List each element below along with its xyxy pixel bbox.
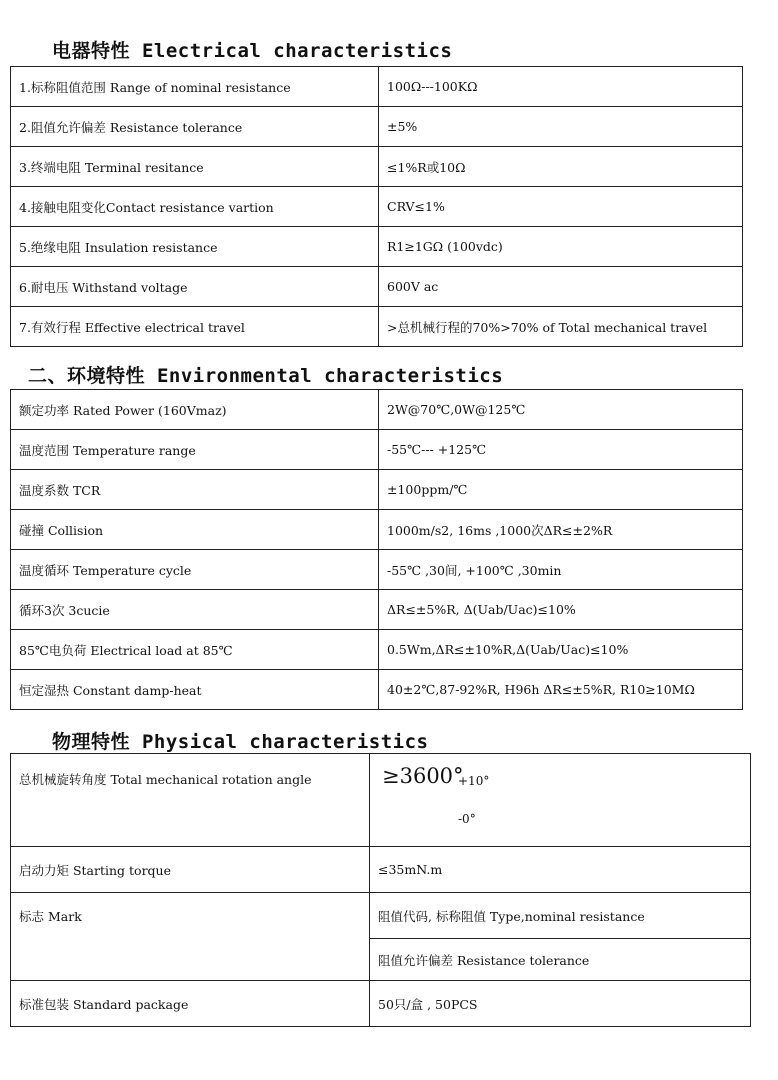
electrical-spec-label: 6.耐电压 Withstand voltage <box>11 267 379 307</box>
table-row <box>11 510 743 550</box>
electrical-spec-label: 5.绝缘电阻 Insulation resistance <box>11 227 379 267</box>
table-row <box>11 147 743 187</box>
electrical-spec-value: ≤1%R或10Ω <box>379 147 743 187</box>
table-row <box>11 847 751 893</box>
electrical-spec-label: 4.接触电阻变化Contact resistance vartion <box>11 187 379 227</box>
table-row <box>11 187 743 227</box>
environmental-table <box>10 389 743 710</box>
table-row <box>11 630 743 670</box>
table-row <box>11 107 743 147</box>
table-row <box>11 670 743 710</box>
environmental-spec-label: 温度系数 TCR <box>11 470 379 510</box>
environmental-spec-label: 温度范围 Temperature range <box>11 430 379 470</box>
table-row <box>11 470 743 510</box>
environmental-rows <box>11 390 743 710</box>
table-row <box>11 981 751 1027</box>
rotation-angle-label: 总机械旋转角度 Total mechanical rotation angle <box>11 754 370 847</box>
electrical-spec-value: ±5% <box>379 107 743 147</box>
standard-package-label: 标准包装 Standard package <box>11 981 370 1027</box>
mark-value-tolerance: 阻值允许偏差 Resistance tolerance <box>370 939 751 981</box>
starting-torque-label: 启动力矩 Starting torque <box>11 847 370 893</box>
electrical-spec-label: 3.终端电阻 Terminal resitance <box>11 147 379 187</box>
environmental-spec-label: 额定功率 Rated Power (160Vmaz) <box>11 390 379 430</box>
electrical-spec-label: 1.标称阻值范围 Range of nominal resistance <box>11 67 379 107</box>
electrical-spec-value: 600V ac <box>379 267 743 307</box>
environmental-spec-value: -55℃--- +125℃ <box>379 430 743 470</box>
electrical-spec-value: >总机械行程的70%>70% of Total mechanical travel <box>379 307 743 347</box>
mark-value-type: 阻值代码, 标称阻值 Type,nominal resistance <box>370 893 751 939</box>
environmental-spec-value: ΔR≤±5%R, Δ(Uab/Uac)≤10% <box>379 590 743 630</box>
rotation-angle-value-cell <box>370 754 751 847</box>
table-row <box>11 390 743 430</box>
electrical-table <box>10 66 743 347</box>
standard-package-value: 50只/盒 , 50PCS <box>370 981 751 1027</box>
physical-table <box>10 753 751 1027</box>
electrical-heading: 电器特性 Electrical characteristics <box>52 40 453 62</box>
rotation-angle-value: ≥3600° <box>382 764 464 788</box>
electrical-rows <box>11 67 743 347</box>
table-row <box>11 550 743 590</box>
table-row <box>11 307 743 347</box>
environmental-spec-value: 0.5Wm,ΔR≤±10%R,Δ(Uab/Uac)≤10% <box>379 630 743 670</box>
environmental-spec-value: ±100ppm/℃ <box>379 470 743 510</box>
environmental-spec-label: 温度循环 Temperature cycle <box>11 550 379 590</box>
electrical-spec-label: 2.阻值允许偏差 Resistance tolerance <box>11 107 379 147</box>
environmental-spec-label: 85℃电负荷 Electrical load at 85℃ <box>11 630 379 670</box>
rotation-tolerance-plus: +10° <box>458 774 490 788</box>
environmental-spec-label: 恒定湿热 Constant damp-heat <box>11 670 379 710</box>
table-row <box>11 590 743 630</box>
electrical-spec-value: 100Ω---100KΩ <box>379 67 743 107</box>
environmental-spec-value: -55℃ ,30间, +100℃ ,30min <box>379 550 743 590</box>
environmental-spec-value: 40±2℃,87-92%R, H96h ΔR≤±5%R, R10≥10MΩ <box>379 670 743 710</box>
electrical-spec-label: 7.有效行程 Effective electrical travel <box>11 307 379 347</box>
environmental-spec-value: 2W@70℃,0W@125℃ <box>379 390 743 430</box>
table-row <box>11 430 743 470</box>
physical-heading: 物理特性 Physical characteristics <box>52 731 429 753</box>
environmental-spec-label: 碰撞 Collision <box>11 510 379 550</box>
table-row <box>11 267 743 307</box>
mark-label: 标志 Mark <box>11 893 370 981</box>
table-row <box>11 893 751 939</box>
starting-torque-value: ≤35mN.m <box>370 847 751 893</box>
environmental-spec-label: 循环3次 3cucie <box>11 590 379 630</box>
environmental-spec-value: 1000m/s2, 16ms ,1000次ΔR≤±2%R <box>379 510 743 550</box>
table-row <box>11 754 751 847</box>
electrical-spec-value: CRV≤1% <box>379 187 743 227</box>
table-row <box>11 227 743 267</box>
electrical-spec-value: R1≥1GΩ (100vdc) <box>379 227 743 267</box>
table-row <box>11 67 743 107</box>
rotation-tolerance-minus: -0° <box>458 812 476 826</box>
environmental-heading: 二、环境特性 Environmental characteristics <box>28 365 504 387</box>
